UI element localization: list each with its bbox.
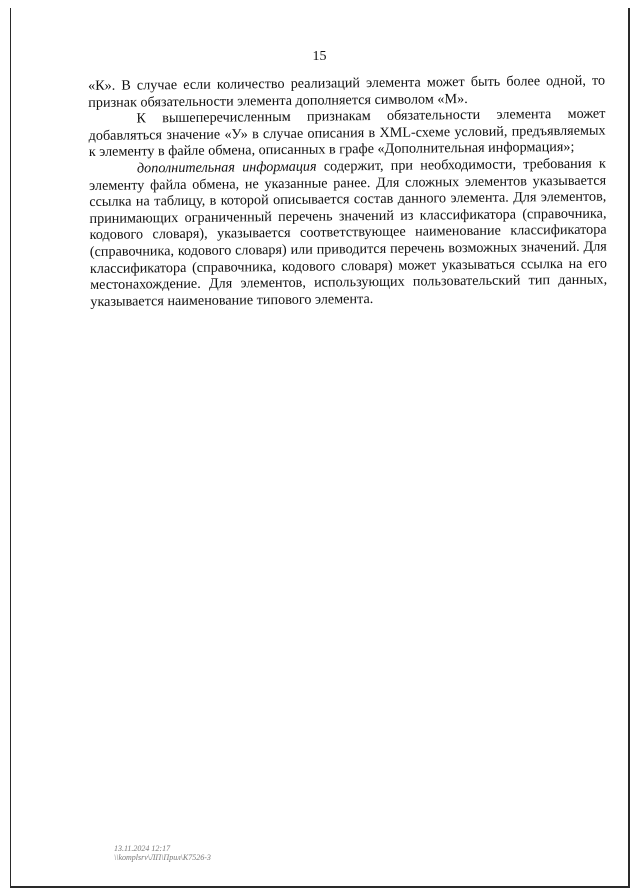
footer-path: \\komplsrv\ЛП\Прил\К7526-3	[114, 853, 211, 862]
footer-stamp	[114, 844, 211, 862]
footer-date: 13.11.2024 12:17	[114, 844, 171, 853]
paragraph-3-term: дополнительная информация	[136, 158, 317, 177]
paragraph-1: «К». В случае если количество реализаций элемента может быть более одной, то признак обязательности элемента дополняется символом «М».	[88, 72, 606, 111]
paragraph-2: К вышеперечисленным признакам обязательности элемента может добавляться значение «У» в случае описания в XML-схеме условий, предъявляемых к элементу в файле обмена, описанных в графе «Дополнительная информация»;	[88, 105, 606, 161]
document-body	[88, 73, 607, 311]
page-number: 15	[312, 49, 327, 64]
paragraph-3-text: содержит, при необходимости, требования к элементу файла обмена, не указанные ранее. Для сложных элементов указывается ссылка на таблицу, в которой описывается состав данного элемента. Для элементов, принимающих ограниченный перечень значений из классификатора (справочника, кодового словаря), указывается соответствующее наименование классификатора (справочника, кодового словаря) или приводится перечень возможных значений. Для классификатора (справочника, кодового словаря) может указываться ссылка на его местонахождение. Для элементов, использующих пользовательский тип данных, указывается наименование типового элемента.	[89, 155, 608, 310]
document-page	[10, 8, 630, 888]
paragraph-3	[89, 156, 608, 311]
